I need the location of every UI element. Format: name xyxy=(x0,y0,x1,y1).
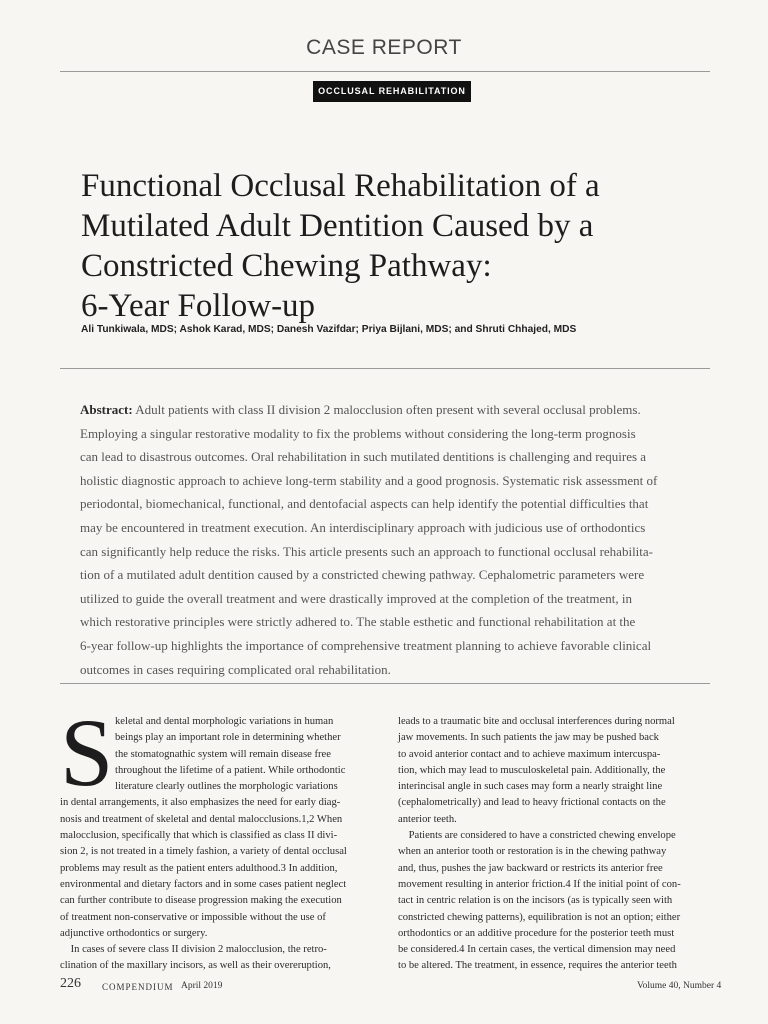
body-line: and, thus, pushes the jaw backward or restricts its anterior free xyxy=(398,862,663,874)
body-line: tion, which may lead to musculoskeletal pain. Additionally, the xyxy=(398,764,666,776)
abstract-line: periodontal, biomechanical, functional, and dentofacial aspects can help identify the potential difficulties that xyxy=(80,496,649,512)
abstract-text: Adult patients with class II division 2 malocclusion often present with several occlusal problems. xyxy=(132,402,641,417)
body-column-right xyxy=(398,714,723,975)
abstract-line: which restorative principles were strictly adhered to. The stable esthetic and functional rehabilitation at the xyxy=(80,614,636,630)
body-line: anterior teeth. xyxy=(398,813,457,825)
body-line: in dental arrangements, it also emphasizes the need for early diag- xyxy=(60,797,341,809)
section-label: CASE REPORT xyxy=(306,36,462,59)
body-line: In cases of severe class II division 2 malocclusion, the retro- xyxy=(60,944,327,956)
title-line: Functional Occlusal Rehabilitation of a xyxy=(81,168,600,204)
issue-date: April 2019 xyxy=(181,981,223,991)
body-line: sion 2, is not treated in a timely fashion, a variety of dental occlusal xyxy=(60,846,347,858)
abstract-line: outcomes in cases requiring complicated oral rehabilitation. xyxy=(80,661,391,677)
page-number: 226 xyxy=(60,976,81,991)
body-line: orthodontics or an additive procedure for the posterior teeth must xyxy=(398,927,675,939)
abstract xyxy=(80,398,700,681)
body-line: beings play an important role in determining whether xyxy=(115,732,341,744)
body-line: movement resulting in anterior friction.4 If the initial point of con- xyxy=(398,878,681,890)
abstract-line: utilized to guide the overall treatment and were drastically improved at the completion of the treatment, in xyxy=(80,590,632,606)
abstract-bottom-rule xyxy=(60,683,710,684)
abstract-line: holistic diagnostic approach to achieve long-term stability and a good prognosis. Systematic risk assessment of xyxy=(80,472,658,488)
body-line: the stomatognathic system will remain disease free xyxy=(115,748,331,760)
body-line: (cephalometrically) and lead to heavy frictional contacts on the xyxy=(398,797,666,809)
volume-info: Volume 40, Number 4 xyxy=(637,981,722,991)
body-line: leads to a traumatic bite and occlusal interferences during normal xyxy=(398,716,675,727)
body-line: be considered.4 In certain cases, the vertical dimension may need xyxy=(398,944,676,956)
body-line: literature clearly outlines the morphologic variations xyxy=(115,781,338,793)
title-line: Constricted Chewing Pathway: xyxy=(81,248,492,284)
abstract-line: may be encountered in treatment execution. An interdisciplinary approach with judicious use of orthodontics xyxy=(80,519,646,535)
title-line: Mutilated Adult Dentition Caused by a xyxy=(81,208,594,244)
body-line: can further contribute to disease progression making the execution xyxy=(60,895,342,907)
body-line: environmental and dietary factors and in some cases patient neglect xyxy=(60,878,347,890)
body-line: malocclusion, specifically that which is classified as class II divi- xyxy=(60,830,338,842)
abstract-top-rule xyxy=(60,368,710,369)
body-line: jaw movements. In such patients the jaw may be pushed back xyxy=(398,732,659,744)
abstract-line: can lead to disastrous outcomes. Oral rehabilitation in such mutilated dentitions is challenging and requires a xyxy=(80,449,647,465)
abstract-line xyxy=(80,398,700,422)
body-line: keletal and dental morphologic variations in human xyxy=(115,716,334,727)
body-line: clination of the maxillary incisors, as well as their overeruption, xyxy=(60,960,331,972)
abstract-line: 6-year follow-up highlights the importance of comprehensive treatment planning to achieve favorable clinical xyxy=(80,637,652,653)
title-line: 6-Year Follow-up xyxy=(81,288,316,324)
abstract-line: can significantly help reduce the risks. This article presents such an approach to functional occlusal rehabilita- xyxy=(80,543,654,559)
abstract-line: Employing a singular restorative modality to fix the problems without considering the long-term prognosis xyxy=(80,425,636,441)
author-list: Ali Tunkiwala, MDS; Ashok Karad, MDS; Danesh Vazifdar; Priya Bijlani, MDS; and Shruti Chhajed, MDS xyxy=(81,324,577,335)
body-line: to avoid anterior contact and to achieve maximum intercuspa- xyxy=(398,748,661,760)
body-line: when an anterior tooth or restoration is in the chewing pathway xyxy=(398,846,667,858)
category-tag: OCCLUSAL REHABILITATION xyxy=(313,81,471,102)
drop-cap: S xyxy=(60,699,114,806)
body-line: constricted chewing patterns), equilibration is not an option; either xyxy=(398,911,681,923)
body-line: interincisal angle in such cases may form a nearly straight line xyxy=(398,781,663,793)
abstract-label: Abstract: xyxy=(80,402,133,417)
body-line: nosis and treatment of skeletal and dental malocclusions.1,2 When xyxy=(60,813,343,825)
body-line: tact in centric relation is on the incisors (as is typically seen with xyxy=(398,895,673,907)
body-line: of treatment non-conservative or impossible without the use of xyxy=(60,911,326,923)
body-line: problems may result as the patient enters adulthood.3 In addition, xyxy=(60,862,338,874)
abstract-line: tion of a mutilated adult dentition caused by a constricted chewing pathway. Cephalometric parameters were xyxy=(80,567,645,583)
body-line: Patients are considered to have a constricted chewing envelope xyxy=(398,830,676,842)
body-line: to be altered. The treatment, in essence, requires the anterior teeth xyxy=(398,960,677,972)
article-title xyxy=(81,166,721,326)
header-rule xyxy=(60,71,710,72)
journal-name: COMPENDIUM xyxy=(102,982,174,992)
body-column-left xyxy=(60,699,385,975)
body-line: adjunctive orthodontics or surgery. xyxy=(60,927,208,939)
body-line: throughout the lifetime of a patient. While orthodontic xyxy=(115,764,346,776)
